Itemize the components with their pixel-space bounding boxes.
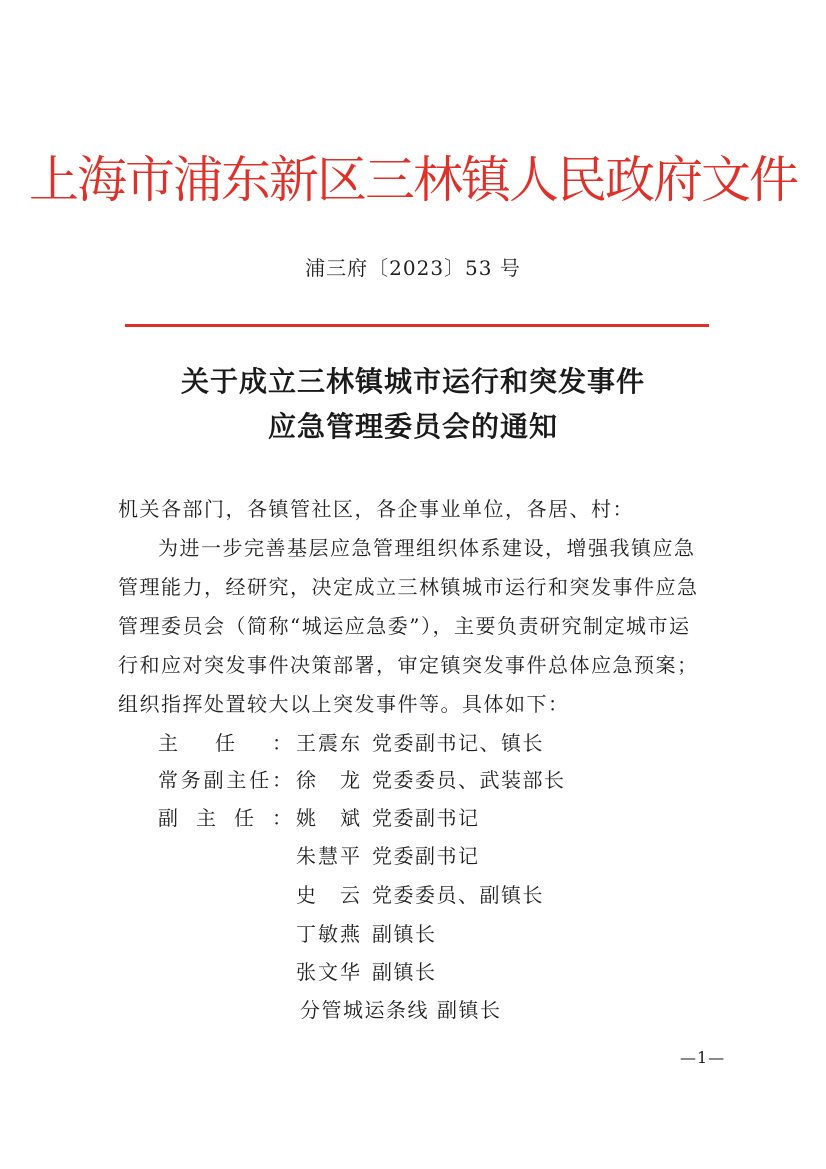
member-name: 徐 龙	[296, 768, 362, 792]
member-name: 王震东	[296, 731, 362, 755]
member-row	[158, 804, 480, 832]
member-name: 分管城运条线	[300, 998, 429, 1022]
notice-title-line-2: 应急管理委员会的通知	[267, 410, 558, 443]
body-paragraph-line: 管理委员会（简称“城运应急委”），主要负责研究制定城市运	[118, 614, 691, 638]
member-duty: 党委副书记	[372, 806, 480, 830]
member-name: 朱慧平	[296, 844, 362, 868]
body-paragraph-line: 管理能力，经研究，决定成立三林镇城市运行和突发事件应急	[118, 575, 699, 599]
member-duty: 党委委员、副镇长	[372, 883, 544, 907]
member-duty: 副镇长	[372, 960, 437, 984]
member-row	[158, 958, 437, 986]
member-name: 史 云	[296, 883, 362, 907]
member-row	[158, 842, 480, 870]
member-duty: 副镇长	[372, 922, 437, 946]
body-paragraph-line: 组织指挥处置较大以上突发事件等。具体如下：	[118, 692, 570, 716]
member-row	[158, 920, 437, 948]
header-divider-line	[125, 324, 709, 327]
member-role: 副主任：	[158, 806, 294, 830]
member-role: 主任：	[158, 731, 294, 755]
member-row	[158, 881, 544, 909]
member-duty: 党委副书记、镇长	[372, 731, 544, 755]
body-paragraph-line: 行和应对突发事件决策部署，审定镇突发事件总体应急预案；	[118, 653, 699, 677]
member-name: 张文华	[296, 960, 362, 984]
addressee-line: 机关各部门，各镇管社区，各企事业单位，各居、村：	[118, 497, 634, 521]
member-row	[300, 996, 502, 1024]
member-row	[158, 729, 544, 757]
member-row	[158, 766, 566, 794]
page-number: —1—	[680, 1048, 726, 1067]
body-paragraph-line: 为进一步完善基层应急管理组织体系建设，增强我镇应急	[158, 536, 696, 560]
member-name: 姚 斌	[296, 806, 362, 830]
member-role: 常务副主任：	[158, 768, 294, 792]
document-header-title: 上海市浦东新区三林镇人民政府文件	[29, 151, 797, 209]
member-duty: 党委副书记	[372, 844, 480, 868]
member-name: 丁敏燕	[296, 922, 362, 946]
member-duty: 党委委员、武装部长	[372, 768, 566, 792]
document-number: 浦三府〔2023〕53 号	[305, 256, 521, 280]
notice-title-line-1: 关于成立三林镇城市运行和突发事件	[180, 365, 645, 398]
member-duty: 副镇长	[437, 998, 502, 1022]
